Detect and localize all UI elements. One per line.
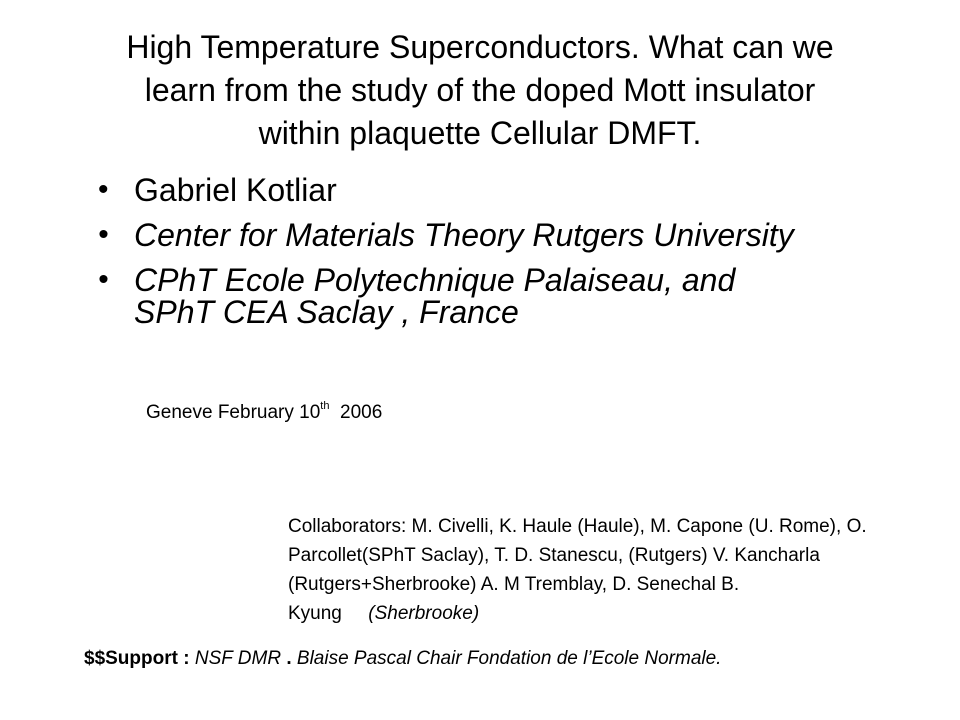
support-rest: Blaise Pascal Chair Fondation de l’Ecole Normale.: [296, 648, 722, 669]
bullet-icon: •: [98, 173, 109, 206]
date-prefix: Geneve February 10: [146, 402, 321, 423]
title-line-2: learn from the study of the doped Mott insulator: [144, 72, 816, 108]
date-year: 2006: [340, 402, 383, 423]
bullet-item-affiliation-2: [98, 264, 918, 328]
slide-title: [40, 26, 920, 155]
bullet-list: [98, 174, 918, 341]
title-line-3: within plaquette Cellular DMFT.: [258, 115, 702, 151]
date-superscript: th: [320, 400, 330, 412]
affiliation-cpht-line-1: CPhT Ecole Polytechnique Palaiseau, and: [134, 262, 736, 298]
affiliation-rutgers: Center for Materials Theory Rutgers University: [134, 217, 794, 253]
title-line-1: High Temperature Superconductors. What can we: [126, 29, 834, 65]
date-line: [146, 400, 382, 426]
support-line: [84, 646, 924, 672]
support-nsf: NSF DMR: [194, 648, 282, 669]
bullet-item-affiliation-1: [98, 219, 918, 251]
support-label: $$Support :: [84, 648, 190, 669]
collaborators-affiliation: (Sherbrooke): [368, 603, 480, 624]
author-name: Gabriel Kotliar: [134, 172, 337, 208]
collaborators-text: Collaborators: M. Civelli, K. Haule (Haule), M. Capone (U. Rome), O. Parcollet(SPhT Saclay), T. D. Stanescu, (Rutgers) V. Kancharla (Rutgers+Sherbrooke) A. M Tremblay, D. Senechal B. Kyung: [288, 516, 867, 624]
collaborators-block: [288, 512, 914, 628]
affiliation-cpht-line-2: SPhT CEA Saclay , France: [134, 294, 519, 330]
bullet-icon: •: [98, 218, 109, 251]
bullet-item-author: [98, 174, 918, 206]
support-separator: .: [286, 648, 292, 669]
bullet-icon: •: [98, 263, 109, 296]
